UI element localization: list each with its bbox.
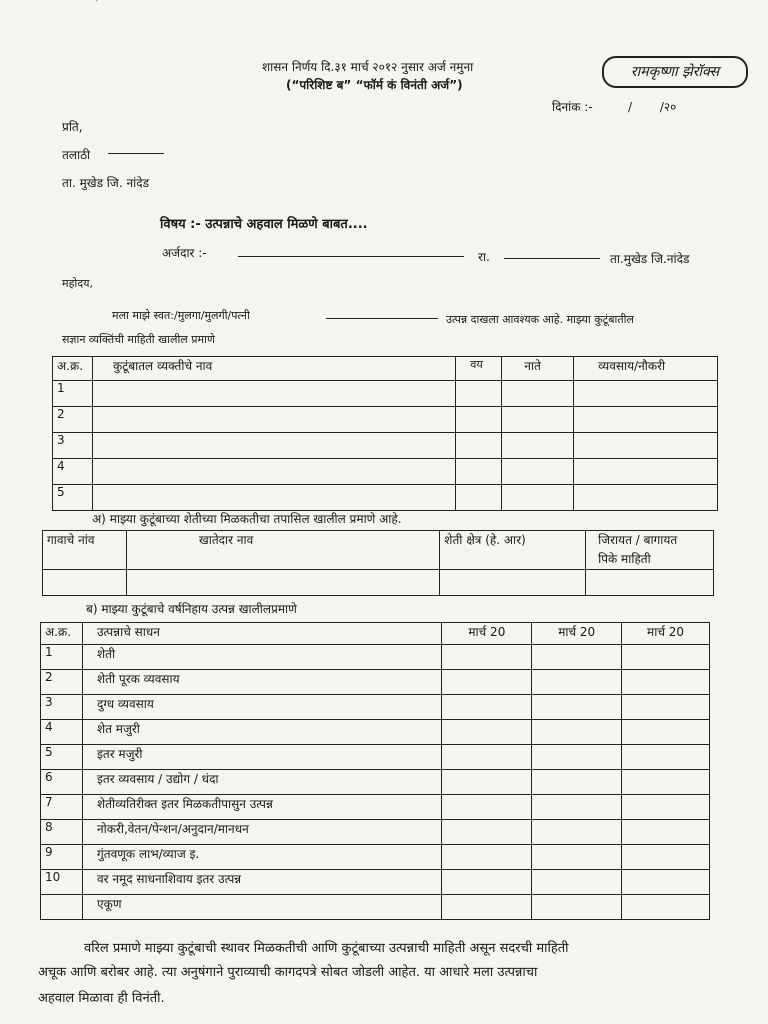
- income-year-1-cell: [442, 695, 532, 720]
- income-year-2-cell: [532, 895, 622, 920]
- header-line-1: शासन निर्णय दि.३१ मार्च २०१२ नुसार अर्ज नमुना: [262, 60, 474, 74]
- income-year-1-cell: [442, 845, 532, 870]
- income-table-header: [41, 623, 710, 645]
- income-row-number: 3: [41, 695, 83, 720]
- land-holder-cell: [126, 570, 439, 596]
- income-col-source: उत्पन्नाचे साधन: [82, 623, 441, 645]
- family-table-row: [53, 459, 718, 485]
- income-table-row: [41, 720, 710, 745]
- income-table-row: [41, 870, 710, 895]
- family-table-row: [53, 433, 718, 459]
- income-year-3-cell: [622, 720, 710, 745]
- income-table-row: [41, 670, 710, 695]
- income-year-1-cell: [442, 670, 532, 695]
- income-row-number: [41, 895, 83, 920]
- subject-line: विषय :- उत्पन्नाचे अहवाल मिळणे बाबत....: [160, 217, 368, 232]
- family-col-age: वय: [456, 357, 502, 381]
- income-table-row: [41, 795, 710, 820]
- land-section-title: अ) माझ्या कुटूंबाच्या शेतीच्या मिळकतीचा तपासिल खालील प्रमाणे आहे.: [92, 512, 402, 526]
- land-col-holder: खातेदार नाव: [126, 531, 439, 570]
- income-source-label: गुंतवणूक लाभ/व्याज इ.: [82, 845, 441, 870]
- family-table-row: [53, 407, 718, 433]
- income-col-year-3: मार्च 20: [622, 623, 710, 645]
- income-year-1-cell: [442, 720, 532, 745]
- income-row-number: 10: [41, 870, 83, 895]
- family-relation-cell: [502, 433, 574, 459]
- income-row-number: 9: [41, 845, 83, 870]
- income-year-3-cell: [622, 795, 710, 820]
- family-relation-cell: [502, 485, 574, 511]
- applicant-label: अर्जदार :-: [162, 246, 207, 260]
- income-year-3-cell: [622, 645, 710, 670]
- family-age-cell: [456, 381, 502, 407]
- intro-part-2: उत्पन्न दाखला आवश्यक आहे. माझ्या कुटूंबातील: [446, 313, 634, 326]
- income-table: [40, 622, 710, 920]
- intro-blank-line: [326, 318, 438, 319]
- income-row-number: 7: [41, 795, 83, 820]
- date-label: दिनांक :-: [552, 100, 593, 114]
- income-year-2-cell: [532, 845, 622, 870]
- income-table-row: [41, 820, 710, 845]
- income-row-number: 1: [41, 645, 83, 670]
- family-relation-cell: [502, 459, 574, 485]
- applicant-place: ता.मुखेड जि.नांदेड: [610, 252, 690, 266]
- land-village-cell: [43, 570, 127, 596]
- salutation: महोदय,: [62, 277, 93, 290]
- income-source-label: शेती: [82, 645, 441, 670]
- income-row-number: 2: [41, 670, 83, 695]
- closing-line-2: अचूक आणि बरोबर आहे. त्या अनुषंगाने पुराव्याची कागदपत्रे सोबत जोडली आहेत. या आधारे मला उत्पन्नाचा: [38, 965, 538, 980]
- income-year-1-cell: [442, 645, 532, 670]
- family-occupation-cell: [574, 407, 718, 433]
- income-row-number: 5: [41, 745, 83, 770]
- family-col-relation: नाते: [502, 357, 574, 381]
- family-occupation-cell: [574, 433, 718, 459]
- family-name-cell: [92, 381, 455, 407]
- income-source-label: दुग्ध व्यवसाय: [82, 695, 441, 720]
- family-col-name: कुटूंबातल व्यक्तीचे नाव: [92, 357, 455, 381]
- family-row-number: 2: [53, 407, 93, 433]
- income-table-row: [41, 745, 710, 770]
- family-age-cell: [456, 485, 502, 511]
- income-source-label: नोकरी,वेतन/पेन्शन/अनुदान/मानधन: [82, 820, 441, 845]
- income-table-row: [41, 695, 710, 720]
- income-row-number: 4: [41, 720, 83, 745]
- family-col-serial: अ.क्र.: [53, 357, 93, 381]
- income-table-row: [41, 645, 710, 670]
- applicant-ra-label: रा.: [478, 250, 490, 264]
- income-year-3-cell: [622, 770, 710, 795]
- family-members-table: [52, 356, 718, 511]
- income-year-1-cell: [442, 745, 532, 770]
- income-col-year-2: मार्च 20: [532, 623, 622, 645]
- income-year-3-cell: [622, 745, 710, 770]
- income-year-1-cell: [442, 820, 532, 845]
- address-prati: प्रति,: [62, 120, 83, 134]
- family-relation-cell: [502, 407, 574, 433]
- family-occupation-cell: [574, 485, 718, 511]
- income-source-label: इतर मजुरी: [82, 745, 441, 770]
- intro-line-2: सज्ञान व्यक्तिंची माहिती खालील प्रमाणे: [62, 333, 215, 346]
- land-irrigation-label: जिरायत / बागायत: [598, 533, 678, 547]
- land-table-row: [43, 570, 714, 596]
- shop-stamp: रामकृष्णा झेरॉक्स: [602, 56, 748, 88]
- scan-scratch-mark: [96, 0, 144, 1]
- land-crops-label: पिके माहिती: [598, 552, 651, 566]
- family-table-row: [53, 381, 718, 407]
- family-name-cell: [92, 459, 455, 485]
- income-year-3-cell: [622, 845, 710, 870]
- income-year-2-cell: [532, 670, 622, 695]
- income-source-label: इतर व्यवसाय / उद्योग / धंदा: [82, 770, 441, 795]
- header-line-2: (“परिशिष्ट ब” “फॉर्म कं विनंती अर्ज”): [286, 78, 463, 92]
- income-year-2-cell: [532, 870, 622, 895]
- land-col-area: शेती क्षेत्र (हे. आर): [440, 531, 586, 570]
- income-year-3-cell: [622, 870, 710, 895]
- family-relation-cell: [502, 381, 574, 407]
- income-year-2-cell: [532, 770, 622, 795]
- talathi-blank-line: [108, 153, 164, 154]
- address-place: ता. मुखेड जि. नांदेड: [62, 176, 150, 190]
- income-row-number: 6: [41, 770, 83, 795]
- family-col-occupation: व्यवसाय/नौकरी: [574, 357, 718, 381]
- income-table-row: [41, 845, 710, 870]
- income-year-3-cell: [622, 895, 710, 920]
- income-table-row: [41, 895, 710, 920]
- land-col-irrigation: [586, 531, 714, 570]
- income-source-label: शेती पूरक व्यवसाय: [82, 670, 441, 695]
- family-age-cell: [456, 433, 502, 459]
- income-row-number: 8: [41, 820, 83, 845]
- income-year-2-cell: [532, 820, 622, 845]
- income-year-2-cell: [532, 645, 622, 670]
- income-year-2-cell: [532, 695, 622, 720]
- income-year-1-cell: [442, 795, 532, 820]
- family-row-number: 3: [53, 433, 93, 459]
- income-year-3-cell: [622, 820, 710, 845]
- income-source-label: शेतीव्यतिरीक्त इतर मिळकतीपासुन उत्पन्न: [82, 795, 441, 820]
- address-talathi: तलाठी: [62, 148, 91, 162]
- land-crops-cell: [586, 570, 714, 596]
- income-year-1-cell: [442, 870, 532, 895]
- applicant-name-line: [238, 256, 464, 257]
- income-table-row: [41, 770, 710, 795]
- land-area-cell: [440, 570, 586, 596]
- family-name-cell: [92, 407, 455, 433]
- applicant-village-line: [504, 258, 600, 259]
- income-year-2-cell: [532, 745, 622, 770]
- family-row-number: 4: [53, 459, 93, 485]
- income-section-title: ब) माझ्या कुटूंबाचे वर्षनिहाय उत्पन्न खालीलप्रमाणे: [86, 602, 297, 616]
- intro-part-1: मला माझे स्वत:/मुलगा/मुलगी/पत्नी: [112, 309, 250, 322]
- closing-line-1: वरिल प्रमाणे माझ्या कुटूंबाची स्थावर मिळकतीची आणि कुटूंबाच्या उत्पन्नाची माहिती असून सदरची माहिती: [84, 941, 569, 956]
- family-age-cell: [456, 407, 502, 433]
- family-name-cell: [92, 485, 455, 511]
- family-table-row: [53, 485, 718, 511]
- family-age-cell: [456, 459, 502, 485]
- income-year-1-cell: [442, 895, 532, 920]
- closing-line-3: अहवाल मिळावा ही विनंती.: [38, 991, 165, 1006]
- income-col-year-1: मार्च 20: [442, 623, 532, 645]
- family-row-number: 5: [53, 485, 93, 511]
- income-source-label: एकूण: [82, 895, 441, 920]
- land-holdings-table: [42, 530, 714, 596]
- family-table-header: [53, 357, 718, 381]
- land-table-header: [43, 531, 714, 570]
- income-year-2-cell: [532, 795, 622, 820]
- income-year-1-cell: [442, 770, 532, 795]
- income-year-2-cell: [532, 720, 622, 745]
- land-col-village: गावाचे नांव: [43, 531, 127, 570]
- income-col-serial: अ.क्र.: [41, 623, 83, 645]
- income-year-3-cell: [622, 695, 710, 720]
- date-value: / /२०: [628, 100, 677, 114]
- family-name-cell: [92, 433, 455, 459]
- income-year-3-cell: [622, 670, 710, 695]
- family-occupation-cell: [574, 459, 718, 485]
- income-source-label: शेत मजुरी: [82, 720, 441, 745]
- family-occupation-cell: [574, 381, 718, 407]
- family-row-number: 1: [53, 381, 93, 407]
- income-source-label: वर नमूद साधनाशिवाय इतर उत्पन्न: [82, 870, 441, 895]
